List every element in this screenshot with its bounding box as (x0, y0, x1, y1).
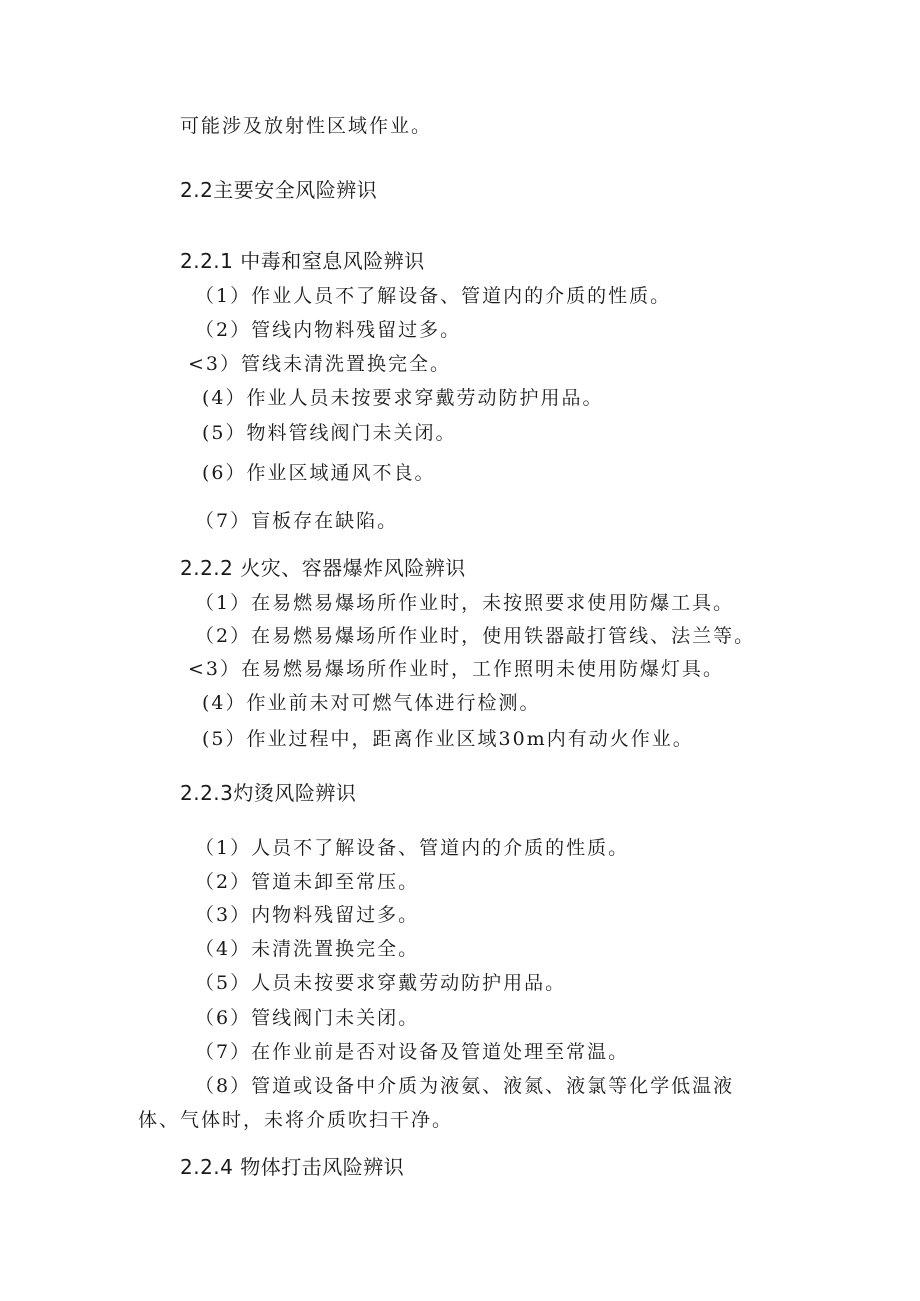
list-item: （6）管线阀门未关闭。 (195, 1007, 420, 1029)
subsection-heading-2-2-4: 2.2.4 物体打击风险辨识 (180, 1155, 405, 1179)
list-item: (4）作业人员未按要求穿戴劳动防护用品。 (202, 387, 604, 409)
list-item: (5）作业过程中，距离作业区域30m内有动火作业。 (202, 728, 694, 750)
list-item: （3）内物料残留过多。 (195, 904, 420, 926)
list-item-continuation: 体、气体时，未将介质吹扫干净。 (138, 1109, 454, 1131)
list-item: (5）物料管线阀门未关闭。 (202, 422, 457, 444)
list-item: （2）管道未卸至常压。 (195, 871, 420, 893)
list-item: （2）在易燃易爆场所作业时，使用铁器敲打管线、法兰等。 (195, 625, 756, 647)
list-item: (4）作业前未对可燃气体进行检测。 (202, 692, 541, 714)
list-item: （8）管道或设备中介质为液氨、液氮、液氯等化学低温液 (195, 1075, 735, 1097)
list-item: （7）在作业前是否对设备及管道处理至常温。 (195, 1041, 630, 1063)
list-item: (6）作业区域通风不良。 (202, 462, 436, 484)
subsection-heading-2-2-2: 2.2.2 火灾、容器爆炸风险辨识 (180, 556, 466, 580)
subsection-heading-2-2-1: 2.2.1 中毒和窒息风险辨识 (180, 249, 425, 273)
list-item: <3）在易燃易爆场所作业时，工作照明未使用防爆灯具。 (188, 658, 725, 680)
subsection-heading-2-2-3: 2.2.3灼烫风险辨识 (180, 781, 357, 805)
list-item: （1）人员不了解设备、管道内的介质的性质。 (195, 837, 630, 859)
intro-paragraph-tail: 可能涉及放射性区域作业。 (180, 115, 433, 137)
list-item: （1）在易燃易爆场所作业时，未按照要求使用防爆工具。 (195, 592, 735, 614)
list-item: （7）盲板存在缺陷。 (195, 510, 399, 532)
list-item: <3）管线未清洗置换完全。 (188, 353, 452, 375)
list-item: （1）作业人员不了解设备、管道内的介质的性质。 (195, 285, 672, 307)
list-item: （5）人员未按要求穿戴劳动防护用品。 (195, 972, 567, 994)
section-heading-2-2: 2.2主要安全风险辨识 (180, 178, 378, 202)
list-item: （2）管线内物料残留过多。 (195, 319, 462, 341)
list-item: （4）未清洗置换完全。 (195, 938, 420, 960)
